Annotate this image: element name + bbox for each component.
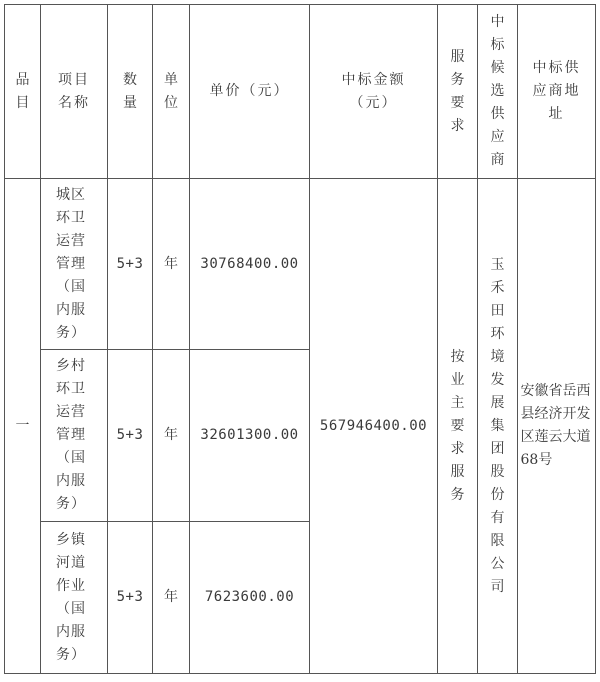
award-table <box>4 4 596 674</box>
supplier-cell: 玉禾田环境发展集团股份有限公司 <box>478 179 518 674</box>
table-row <box>5 179 596 350</box>
row-unit-price: 7623600.00 <box>190 522 310 674</box>
row-unit-price: 30768400.00 <box>190 179 310 350</box>
pinmu-cell: 一 <box>5 179 41 674</box>
row-unit: 年 <box>153 179 190 350</box>
row-project-name: 乡镇河道作业（国内服务） <box>41 522 108 674</box>
award-amount-cell: 567946400.00 <box>310 179 438 674</box>
row-project-name: 乡村环卫运营管理（国内服务） <box>41 350 108 522</box>
header-row <box>5 5 596 179</box>
row-quantity: 5+3 <box>108 179 153 350</box>
header-unit-price: 单价（元） <box>190 5 310 179</box>
header-unit: 单位 <box>153 5 190 179</box>
header-award-amount: 中标金额（元） <box>310 5 438 179</box>
header-supplier-addr: 中标供应商地址 <box>518 5 596 179</box>
row-project-name: 城区环卫运营管理（国内服务） <box>41 179 108 350</box>
service-req-cell: 按业主要求服务 <box>438 179 478 674</box>
header-supplier: 中标候选供应商 <box>478 5 518 179</box>
header-pinmu: 品目 <box>5 5 41 179</box>
row-unit: 年 <box>153 350 190 522</box>
supplier-addr-cell: 安徽省岳西县经济开发区莲云大道68号 <box>518 179 596 674</box>
row-unit: 年 <box>153 522 190 674</box>
header-quantity: 数量 <box>108 5 153 179</box>
row-quantity: 5+3 <box>108 350 153 522</box>
row-unit-price: 32601300.00 <box>190 350 310 522</box>
header-service-req: 服务要求 <box>438 5 478 179</box>
header-project-name: 项目名称 <box>41 5 108 179</box>
row-quantity: 5+3 <box>108 522 153 674</box>
